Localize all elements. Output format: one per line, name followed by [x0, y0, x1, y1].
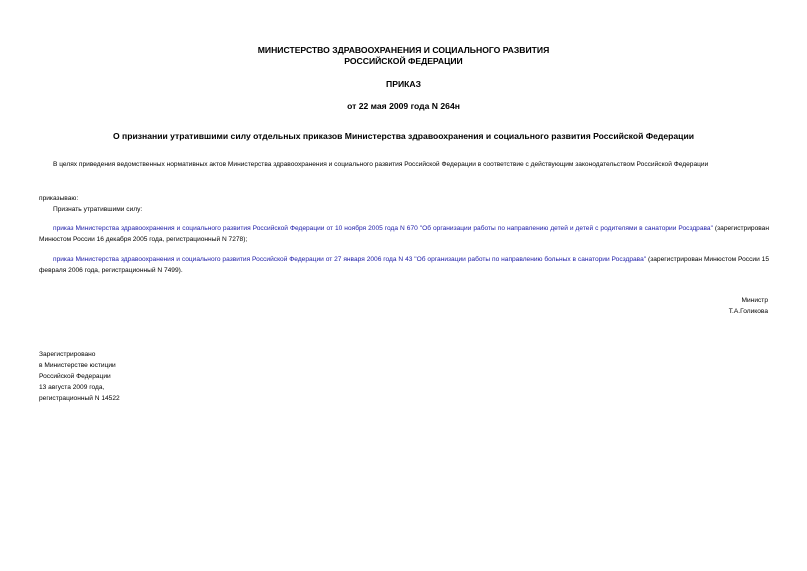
order-link-43[interactable]: приказ Министерства здравоохранения и социального развития Российской Федерации от 27 января 2006 года N 43 "Об организации работы по направлению больных в санатории Росздрава": [53, 256, 647, 263]
registration-line: регистрационный N 14522: [39, 395, 120, 402]
registration-line: Российской Федерации: [39, 373, 111, 380]
ministry-name-line2: РОССИЙСКОЙ ФЕДЕРАЦИИ: [344, 56, 463, 66]
list-item: [39, 255, 769, 276]
signature-position: Министр: [741, 297, 768, 304]
document-date: от 22 мая 2009 года N 264н: [347, 101, 460, 111]
order-link-670[interactable]: приказ Министерства здравоохранения и социального развития Российской Федерации от 10 ноября 2005 года N 670 "Об организации работы по направлению детей и детей с родителями в санатории Росздрава": [53, 225, 713, 232]
order-word: приказываю:: [39, 195, 79, 202]
registration-line: Зарегистрировано: [39, 351, 96, 358]
signature-name: Т.А.Голикова: [728, 308, 768, 315]
preamble-paragraph: В целях приведения ведомственных нормативных актов Министерства здравоохранения и социального развития Российской Федерации в соответствие с действующим законодательством Российской Федерации: [53, 161, 709, 168]
document-title: О признании утратившими силу отдельных приказов Министерства здравоохранения и социального развития Российской Федерации: [112, 131, 695, 141]
item-registration-note: (зарегистрирован Минюстом России 15 февраля 2006 года, регистрационный N 7499).: [39, 256, 769, 274]
document-type: ПРИКАЗ: [386, 79, 421, 89]
registration-line: в Министерстве юстиции: [39, 362, 116, 369]
registration-line: 13 августа 2009 года,: [39, 384, 105, 391]
list-item: [39, 224, 769, 245]
ministry-name-line1: МИНИСТЕРСТВО ЗДРАВООХРАНЕНИЯ И СОЦИАЛЬНОГО РАЗВИТИЯ: [257, 45, 550, 55]
item-registration-note: (зарегистрирован Минюстом России 16 декабря 2005 года, регистрационный N 7278);: [39, 225, 769, 243]
declare-text: Признать утратившими силу:: [53, 206, 143, 213]
